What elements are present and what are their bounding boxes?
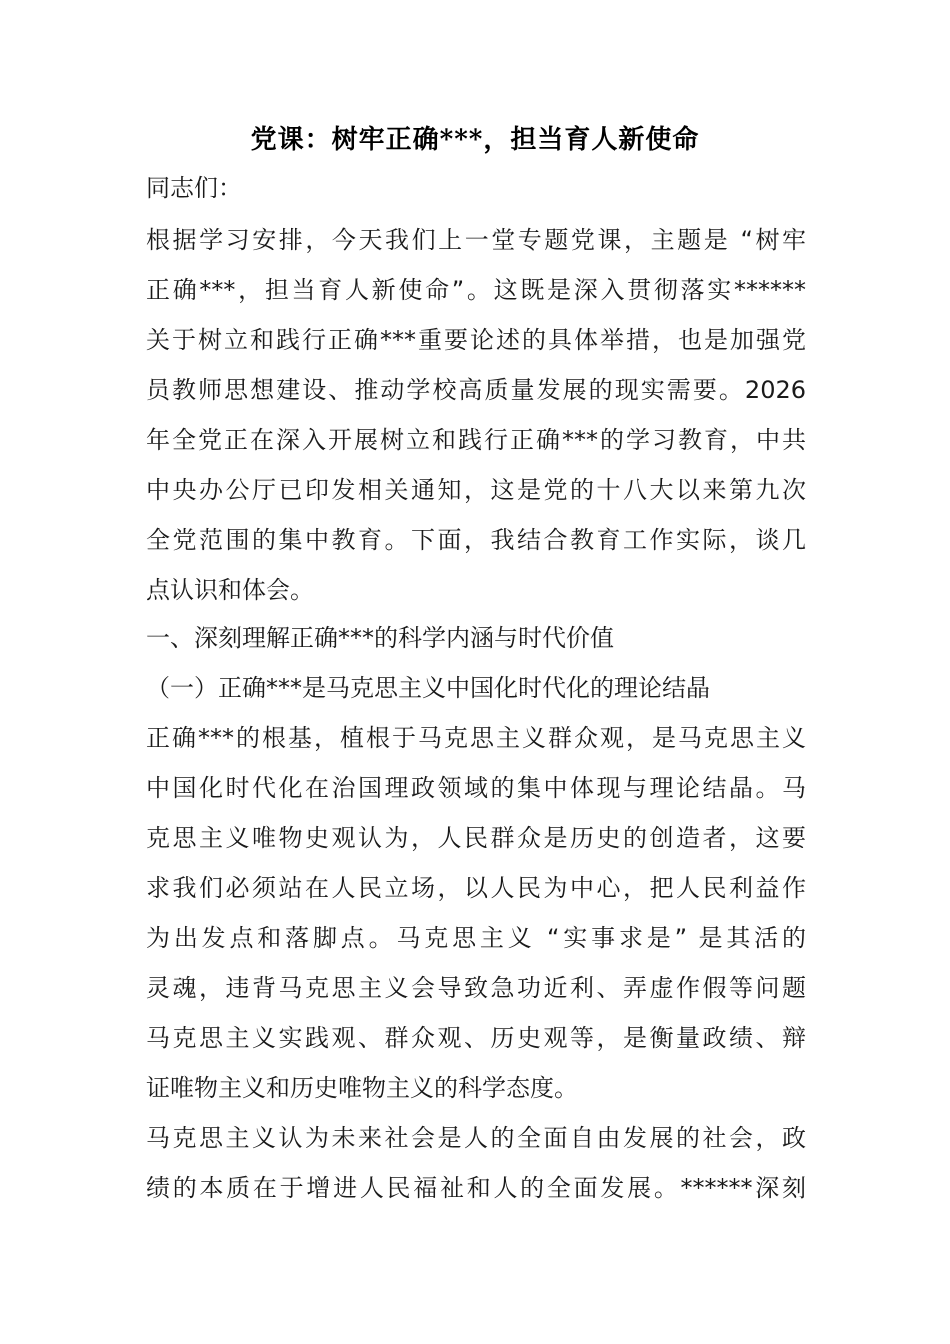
body-line-5: 年全党正在深入开展树立和践行正确***的学习教育，中共 [146,426,806,454]
body-line-6: 中央办公厅已印发相关通知，这是党的十八大以来第九次 [146,476,806,504]
body-line-15: 为出发点和落脚点。马克思主义 “实事求是” 是其活的 [146,924,806,952]
section-heading-1: 一、深刻理解正确***的科学内涵与时代价值 [146,624,614,652]
salutation-line: 同志们： [146,174,242,202]
body-line-2: 正确***，担当育人新使命”。这既是深入贯彻落实****** [146,276,806,304]
body-line-12: 中国化时代化在治国理政领域的集中体现与理论结晶。马 [146,774,806,802]
body-line-19: 马克思主义认为未来社会是人的全面自由发展的社会，政 [146,1124,806,1152]
body-line-14: 求我们必须站在人民立场，以人民为中心，把人民利益作 [146,874,806,902]
document-title: 党课：树牢正确***，担当育人新使命 [250,125,700,155]
subsection-heading-1: （一）正确***是马克思主义中国化时代化的理论结晶 [146,674,710,702]
body-line-1: 根据学习安排，今天我们上一堂专题党课，主题是 “树牢 [146,226,806,254]
body-line-11: 正确***的根基，植根于马克思主义群众观，是马克思主义 [146,724,806,752]
body-line-16: 灵魂，违背马克思主义会导致急功近利、弄虚作假等问题 [146,974,806,1002]
body-line-13: 克思主义唯物史观认为，人民群众是历史的创造者，这要 [146,824,806,852]
body-line-8: 点认识和体会。 [146,576,314,604]
body-line-4: 员教师思想建设、推动学校高质量发展的现实需要。2026 [146,376,806,404]
body-line-7: 全党范围的集中教育。下面，我结合教育工作实际，谈几 [146,526,806,554]
body-line-20: 绩的本质在于增进人民福祉和人的全面发展。******深刻 [146,1174,806,1202]
body-line-3: 关于树立和践行正确***重要论述的具体举措，也是加强党 [146,326,806,354]
body-line-18: 证唯物主义和历史唯物主义的科学态度。 [146,1074,578,1102]
body-line-17: 马克思主义实践观、群众观、历史观等，是衡量政绩、辩 [146,1024,806,1052]
